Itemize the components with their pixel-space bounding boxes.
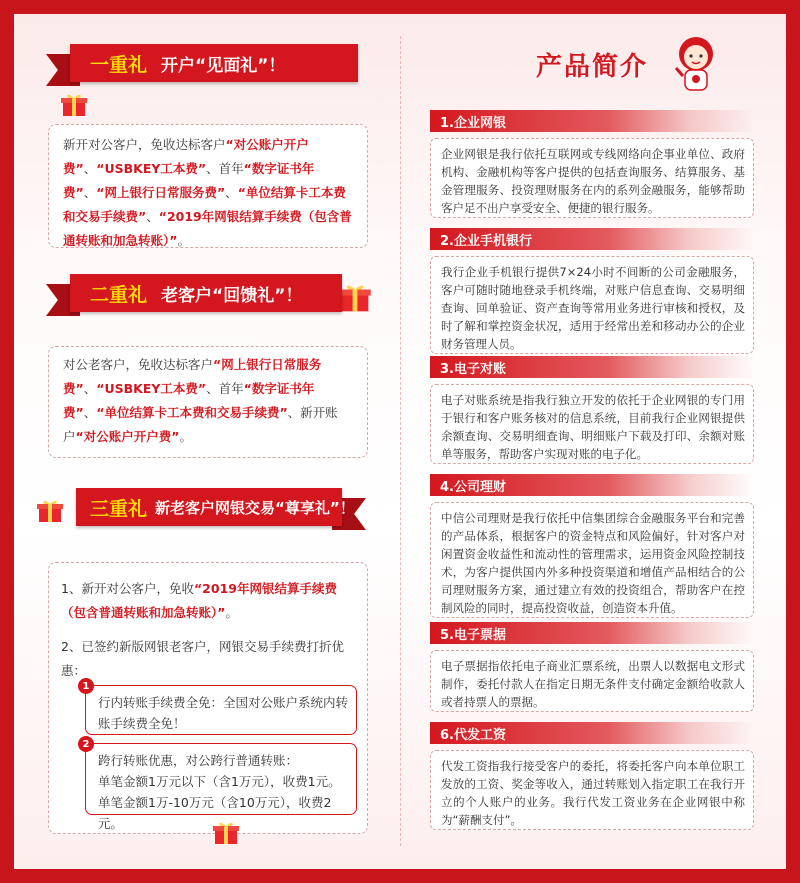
product-1-body: 企业网银是我行依托互联网或专线网络向企事业单位、政府机构、金融机构等客户提供的包括查询服务、结算服务、基金管理服务、投资理财服务在内的系列金融服务，能够帮助客户足不出户享受安全、便捷的银行服务。 bbox=[430, 138, 754, 218]
product-3-body: 电子对账系统是指我行独立开发的依托于企业网银的专门用于银行和客户账务核对的信息系统，目前我行企业网银提供余额查询、交易明细查询、明细账户下载及打印、余额对账单等服务，帮助客户实现对账的电子化。 bbox=[430, 384, 754, 464]
product-4-body: 中信公司理财是我行依托中信集团综合金融服务平台和完善的产品体系，根据客户的资金特点和风险偏好，针对客户对闲置资金收益性和流动性的管理需求，运用资金风险控制技术，为客户提供国内外多种投资渠道和增值产品相结合的公司理财服务方案，通过建立有效的投资组合，帮助客户在控制风险的同时，提高投资收益，创造资本升值。 bbox=[430, 502, 754, 618]
discount-box-2-line: 跨行转账优惠，对公跨行普通转账： bbox=[98, 753, 299, 768]
body-text: 、首年 bbox=[206, 161, 244, 176]
highlight-text: “USBKEY工本费” bbox=[96, 161, 207, 176]
product-intro-title: 产品简介 bbox=[536, 52, 649, 82]
product-4 bbox=[430, 474, 754, 618]
highlight-text: “对公账户开户费” bbox=[75, 429, 180, 444]
product-5 bbox=[430, 622, 754, 712]
gift-box-icon bbox=[212, 820, 240, 846]
highlight-text: “对公账户开户费” bbox=[63, 137, 309, 176]
product-4-heading: 4.公司理财 bbox=[430, 474, 754, 496]
body-text: 、首年 bbox=[206, 381, 244, 396]
body-text: 、 bbox=[83, 381, 97, 396]
discount-box-2-line: 单笔金额1万元以下（含1万元），收费1元。 bbox=[98, 774, 341, 789]
gift-box-icon bbox=[36, 498, 64, 524]
section3-ribbon bbox=[76, 488, 355, 526]
badge-1: 1 bbox=[78, 678, 94, 694]
section2-ribbon bbox=[70, 274, 342, 312]
highlight-text: “网上银行日常服务费” bbox=[63, 357, 322, 396]
body-text: 、 bbox=[83, 405, 97, 420]
body-text: 、 bbox=[225, 185, 238, 200]
mascot-icon bbox=[668, 32, 724, 96]
section1-number: 一重礼 bbox=[90, 53, 148, 76]
section2-number: 二重礼 bbox=[90, 283, 148, 306]
section2-banner bbox=[70, 274, 342, 312]
product-3 bbox=[430, 356, 754, 464]
section3-item2: 2、已签约新版网银老客户，网银交易手续费打折优惠： bbox=[61, 639, 344, 678]
product-2-body: 我行企业手机银行提供7×24小时不间断的公司金融服务，客户可随时随地登录手机终端，对账户信息查询、交易明细查询、回单验证、资产查询等常用业务进行审核和授权，及时了解和掌控资金状况，适用于经常出差和移动办公的企业财务管理人员。 bbox=[430, 256, 754, 354]
section2-card bbox=[48, 346, 368, 458]
product-5-body: 电子票据指依托电子商业汇票系统，出票人以数据电文形式制作，委托付款人在指定日期无条件支付确定金额给收款人或者持票人的票据。 bbox=[430, 650, 754, 712]
section1-card bbox=[48, 124, 368, 248]
body-text: 。 bbox=[179, 429, 192, 444]
badge-2: 2 bbox=[78, 736, 94, 752]
discount-box-1-text: 行内转账手续费全免：全国对公账户系统内转账手续费全免！ bbox=[98, 695, 349, 731]
section1-ribbon bbox=[70, 44, 358, 82]
section2-title: 老客户“回馈礼”！ bbox=[161, 285, 303, 306]
highlight-text: “2019年网银结算手续费（包含普通转账和加急转账）” bbox=[63, 209, 352, 248]
column-divider bbox=[400, 36, 401, 846]
product-1 bbox=[430, 110, 754, 218]
product-6 bbox=[430, 722, 754, 830]
discount-box-2-line: 单笔金额1万-10万元（含10万元），收费2元。 bbox=[98, 795, 332, 831]
gift-box-icon bbox=[338, 282, 372, 314]
discount-box-1 bbox=[82, 680, 357, 735]
product-3-heading: 3.电子对账 bbox=[430, 356, 754, 378]
product-6-body: 代发工资指我行接受客户的委托，将委托客户向本单位职工发放的工资、奖金等收入，通过转账划入指定职工在我行开立的个人账户的业务。我行代发工资业务在企业网银中称为“薪酬支付”。 bbox=[430, 750, 754, 830]
product-2-heading: 2.企业手机银行 bbox=[430, 228, 754, 250]
product-6-heading: 6.代发工资 bbox=[430, 722, 754, 744]
section3-number: 三重礼 bbox=[90, 497, 148, 520]
discount-box-2 bbox=[82, 738, 357, 831]
product-2 bbox=[430, 228, 754, 354]
section2-text bbox=[63, 353, 353, 449]
body-text: 。 bbox=[177, 233, 190, 248]
section1-banner bbox=[70, 44, 358, 82]
item1-prefix: 1、新开对公客户，免收 bbox=[61, 581, 194, 596]
highlight-text: “网上银行日常服务费” bbox=[96, 185, 226, 200]
body-text: 、 bbox=[83, 161, 97, 176]
highlight-text: “数字证书年费” bbox=[63, 161, 315, 200]
body-text: 、 bbox=[146, 209, 159, 224]
section1-title: 开户“见面礼”！ bbox=[161, 55, 286, 76]
body-text: 对公老客户，免收达标客户 bbox=[63, 357, 214, 372]
item1-highlight: “2019年网银结算手续费（包含普通转账和加急转账）” bbox=[61, 581, 337, 620]
section3-title: 新老客户网银交易“尊享礼”！ bbox=[155, 498, 355, 517]
section3-card bbox=[48, 562, 368, 834]
body-text: 、新开账户 bbox=[63, 405, 338, 444]
highlight-text: “USBKEY工本费” bbox=[96, 381, 207, 396]
product-1-heading: 1.企业网银 bbox=[430, 110, 754, 132]
highlight-text: “单位结算卡工本费和交易手续费” bbox=[96, 405, 288, 420]
product-5-heading: 5.电子票据 bbox=[430, 622, 754, 644]
section1-text bbox=[63, 133, 353, 253]
body-text: 、 bbox=[83, 185, 97, 200]
item1-suffix: 。 bbox=[225, 605, 238, 620]
body-text: 新开对公客户，免收达标客户 bbox=[63, 137, 226, 152]
section3-item1 bbox=[61, 577, 359, 625]
highlight-text: “数字证书年费” bbox=[63, 381, 315, 420]
section3-banner bbox=[76, 488, 355, 526]
gift-box-icon bbox=[60, 92, 88, 118]
highlight-text: “单位结算卡工本费和交易手续费” bbox=[63, 185, 346, 224]
